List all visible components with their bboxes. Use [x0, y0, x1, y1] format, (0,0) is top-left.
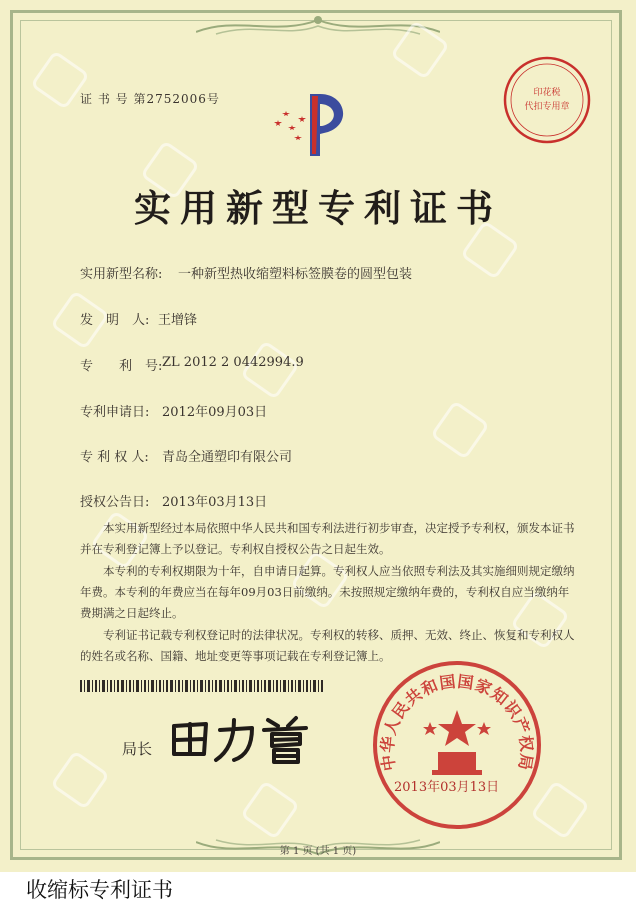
patent-number-value: ZL 2012 2 0442994.9: [162, 355, 304, 370]
paragraph-3: 专利证书记载专利权登记时的法律状况。专利权的转移、质押、无效、终止、恢复和专利权人的姓名或名称、国籍、地址变更等事项记载在专利登记簿上。: [80, 628, 575, 663]
certificate-number: 证 书 号 第2752006号: [80, 92, 220, 106]
certificate-title: 实用新型专利证书: [134, 186, 502, 230]
patent-number-label: 专 利 号:: [80, 359, 163, 374]
page-number: 第 1 页 (共 1 页): [279, 846, 357, 857]
director-label: 局长: [122, 740, 153, 758]
svg-text:代扣专用章: 代扣专用章: [524, 102, 570, 112]
svg-text:中华人民共和国国家知识产权局: 中华人民共和国国家知识产权局: [377, 671, 537, 773]
svg-text:印花税: 印花税: [533, 88, 561, 98]
inventor-label: 发 明 人:: [80, 313, 150, 328]
tax-stamp-seal: [502, 55, 592, 145]
name-value: 一种新型热收缩塑料标签膜卷的圆型包装: [178, 267, 413, 282]
grant-date-value: 2013年03月13日: [162, 495, 268, 510]
grant-date-label: 授权公告日:: [80, 495, 150, 510]
barcode: [80, 680, 323, 692]
filing-date-value: 2012年09月03日: [162, 405, 268, 420]
filing-date-label: 专利申请日:: [80, 405, 150, 420]
name-label: 实用新型名称:: [80, 267, 163, 282]
director-signature: [168, 712, 318, 764]
patent-office-seal: [368, 656, 546, 834]
image-caption: 收缩标专利证书: [26, 878, 173, 902]
inventor-value: 王增锋: [158, 313, 198, 328]
patent-office-emblem-icon: [266, 86, 358, 160]
owner-label: 专 利 权 人:: [80, 450, 149, 465]
owner-value: 青岛全通塑印有限公司: [162, 450, 293, 465]
paragraph-2: 本专利的专利权期限为十年，自申请日起算。专利权人应当依照专利法及其实施细则规定缴纳年费。本专利的年费应当在每年09月03日前缴纳。未按照规定缴纳年费的，专利权自应当缴纳年费期满之日起终止。: [80, 564, 575, 620]
seal-date: 2013年03月13日: [394, 780, 500, 795]
paragraph-1: 本实用新型经过本局依照中华人民共和国专利法进行初步审查，决定授予专利权，颁发本证书并在专利登记簿上予以登记。专利权自授权公告之日起生效。: [80, 521, 575, 556]
